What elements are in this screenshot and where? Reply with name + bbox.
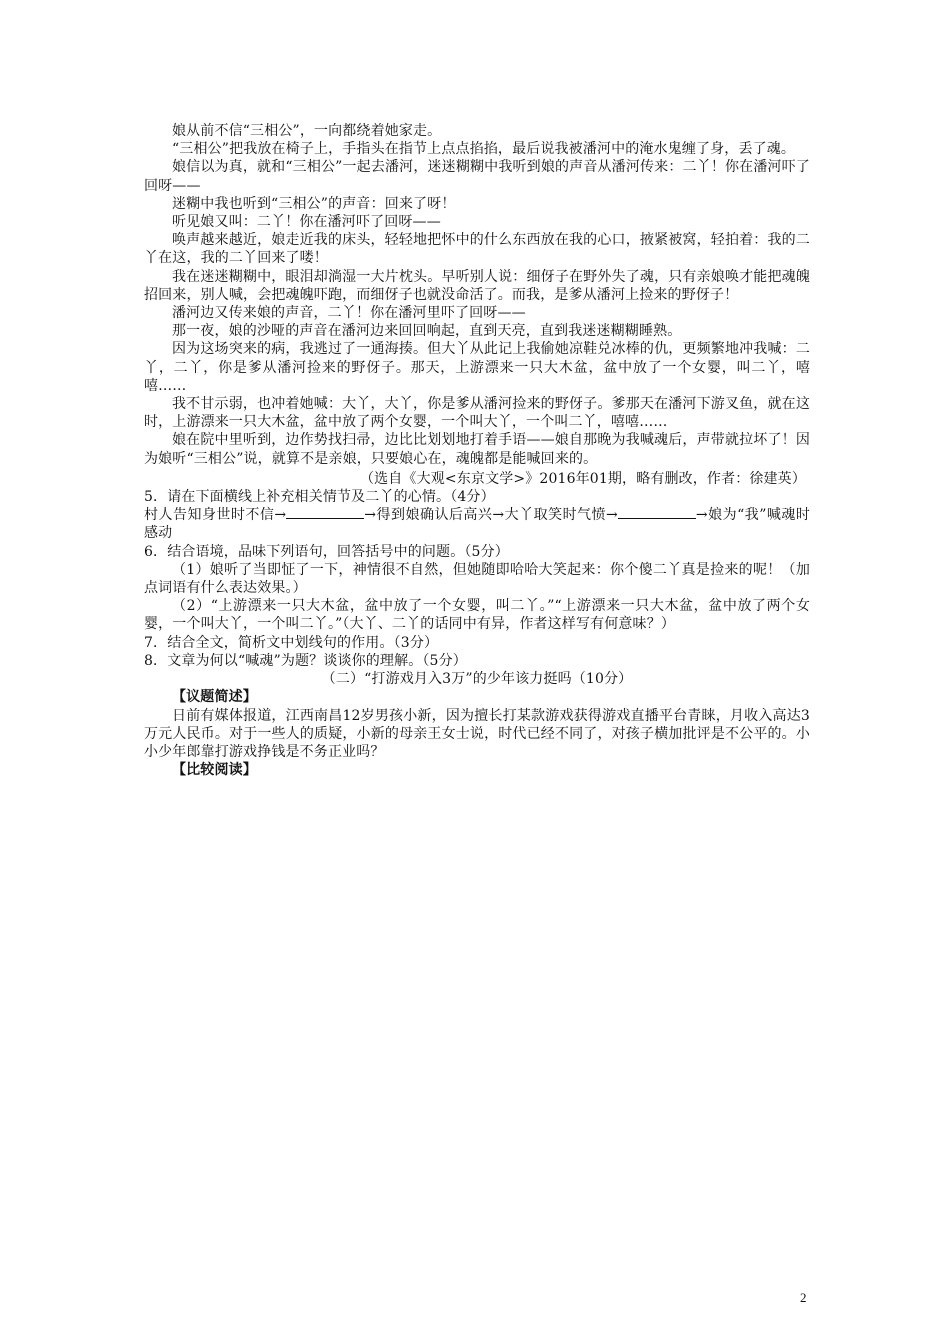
story-paragraph-3: 娘信以为真，就和“三相公”一起去潘河，迷迷糊糊中我听到娘的声音从潘河传来：二丫！你在潘河吓了回呀—— [144,159,810,194]
story-paragraph-2: “三相公”把我放在椅子上，手指头在指节上点点掐掐，最后说我被潘河中的淹水鬼缠了身，丢了魂。 [172,141,796,158]
story-paragraph-5: 听见娘又叫：二丫！你在潘河吓了回呀—— [172,214,441,231]
story-paragraph-8: 潘河边又传来娘的声音，二丫！你在潘河里吓了回呀—— [172,305,526,322]
story-paragraph-4: 迷糊中我也听到“三相公”的声音：回来了呀！ [172,195,456,212]
page-content [144,122,810,779]
story-paragraph-12: 娘在院中里听到，边作势找扫帚，边比比划划地打着手语——娘自那晚为我喊魂后，声带就拉坏了！因为娘听“三相公”说，就算不是亲娘，只要娘心在，魂魄都是能喊回来的。 [144,432,810,467]
story-paragraph-10: 因为这场突来的病，我逃过了一通海揍。但大丫从此记上我偷她凉鞋兑冰棒的仇，更频繁地冲我喊：二丫，二丫，你是爹从潘河捡来的野伢子。那天，上游漂来一只大木盆，盆中放了一个女婴，叫二丫，嘻嘻…… [144,341,810,394]
section-2-title: （二）“打游戏月入3万”的少年该力挺吗（10分） [321,671,633,688]
question-5: 5．请在下面横线上补充相关情节及二丫的心情。（4分） [144,489,495,506]
story-paragraph-7: 我在迷迷糊糊中，眼泪却淌湿一大片枕头。早听别人说：细伢子在野外失了魂，只有亲娘唤才能把魂魄招回来，别人喊，会把魂魄吓跑，而细伢子也就没命活了。而我，是爹从潘河上捡来的野伢子！ [144,268,810,303]
page-number: 2 [800,1290,807,1305]
answer-blank-1[interactable] [286,506,364,519]
story-paragraph-9: 那一夜，娘的沙哑的声音在潘河边来回回响起，直到天亮，直到我迷迷糊糊睡熟。 [172,323,682,340]
question-6: 6．结合语境，品味下列语句，回答括号中的问题。（5分） [144,543,509,560]
story-paragraph-11: 我不甘示弱，也冲着她喊：大丫，大丫，你是爹从潘河捡来的野伢子。爹那天在潘河下游叉鱼，就在这时，上游漂来一只大木盆，盆中放了两个女婴，一个叫大丫，一个叫二丫，嘻嘻…… [144,396,810,431]
question-5-part-a: 村人告知身世时不信→ [144,507,287,524]
question-6-sub-1: （1）娘听了当即怔了一下，神情很不自然，但她随即哈哈大笑起来：你个傻二丫真是捡来的呢！（加点词语有什么表达效果。） [144,561,810,597]
answer-blank-2[interactable] [618,506,696,519]
story-paragraph-6: 唤声越来越近，娘走近我的床头，轻轻地把怀中的什么东西放在我的心口，掖紧被窝，轻拍着：我的二丫在这，我的二丫回来了喽！ [144,232,810,267]
question-5-part-c: →娘为“我”喊魂时感动 [144,507,810,542]
question-5-chain [144,506,810,542]
question-8: 8．文章为何以“喊魂”为题？谈谈你的理解。（5分） [144,652,467,669]
question-6-sub-2: （2）“上游漂来一只大木盆，盆中放了一个女婴，叫二丫。”“上游漂来一只大木盆，盆中放了两个女婴，一个叫大丫，一个叫二丫。”（大丫、二丫的话同中有异，作者这样写有何意味？） [144,598,810,633]
story-source: （选自《大观<东京文学>》2016年01期，略有删改，作者：徐建英） [359,470,806,487]
question-5-part-b: →得到娘确认后高兴→大丫取笑时气愤→ [364,507,618,524]
question-7: 7．结合全文，简析文中划线句的作用。（3分） [144,634,439,651]
section-heading-compare: 【比较阅读】 [172,762,257,779]
section-heading-topic: 【议题简述】 [172,689,257,706]
story-paragraph-1: 娘从前不信“三相公”，一向都绕着她家走。 [172,123,442,139]
section-2-body: 日前有媒体报道，江西南昌12岁男孩小新，因为擅长打某款游戏获得游戏直播平台青睐，月收入高达3万元人民币。对于一些人的质疑，小新的母亲王女士说，时代已经不同了，对孩子横加批评是不公平的。小小少年郎靠打游戏挣钱是不务正业吗？ [144,707,810,760]
